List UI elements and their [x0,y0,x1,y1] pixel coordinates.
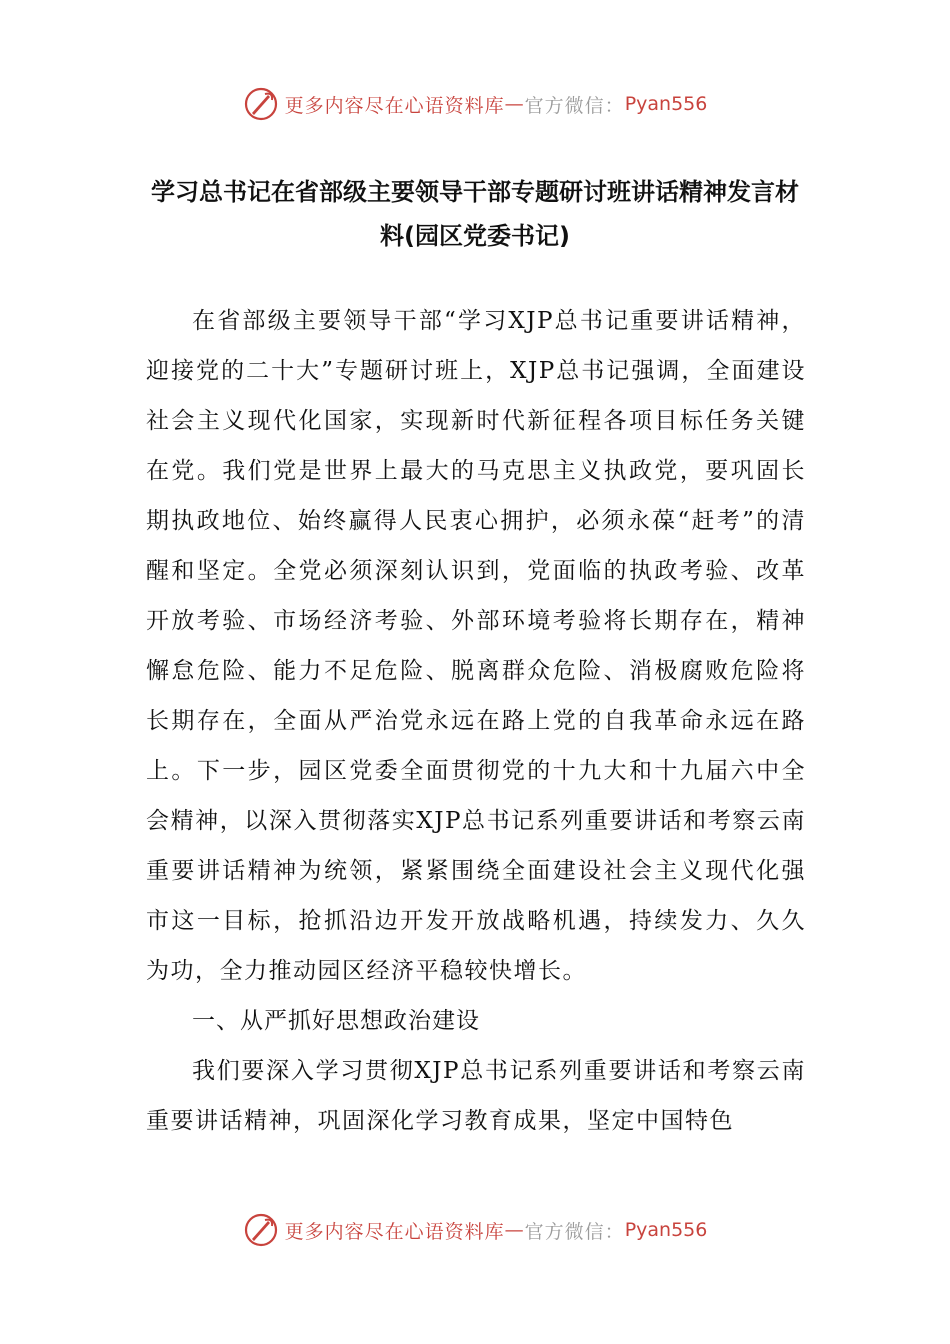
watermark-main-text: 更多内容尽在心语资料库 [284,94,505,117]
section-heading: 一、从严抓好思想政治建设 [192,1008,480,1034]
watermark-separator: — [504,1219,525,1241]
document-body [146,296,806,1146]
watermark-sub-text: 官方微信： [524,94,625,117]
watermark-main-text: 更多内容尽在心语资料库 [284,1220,505,1243]
watermark-wechat-id: Pyan556 [624,1219,708,1241]
watermark-banner-bottom [0,1208,950,1252]
watermark-sub-text: 官方微信： [524,1220,625,1243]
quill-logo-icon [243,86,279,122]
watermark-separator: — [504,93,525,115]
quill-logo-icon [243,1212,279,1248]
body-paragraph-2: 我们要深入学习贯彻XJP总书记系列重要讲话和考察云南重要讲话精神，巩固深化学习教育成果，坚定中国特色 [146,1058,806,1134]
body-paragraph: 在省部级主要领导干部“学习XJP总书记重要讲话精神，迎接党的二十大”专题研讨班上，XJP总书记强调，全面建设社会主义现代化国家，实现新时代新征程各项目标任务关键在党。我们党是世界上最大的马克思主义执政党，要巩固长期执政地位、始终赢得人民衷心拥护，必须永葆“赶考”的清醒和坚定。全党必须深刻认识到，党面临的执政考验、改革开放考验、市场经济考验、外部环境考验将长期存在，精神懈怠危险、能力不足危险、脱离群众危险、消极腐败危险将长期存在，全面从严治党永远在路上党的自我革命永远在路上。下一步，园区党委全面贯彻党的十九大和十九届六中全会精神，以深入贯彻落实XJP总书记系列重要讲话和考察云南重要讲话精神为统领，紧紧围绕全面建设社会主义现代化强市这一目标，抢抓沿边开发开放战略机遇，持续发力、久久为功，全力推动园区经济平稳较快增长。 [146,308,806,984]
watermark-wechat-id: Pyan556 [624,93,708,115]
document-title: 学习总书记在省部级主要领导干部专题研讨班讲话精神发言材料(园区党委书记) [151,178,799,250]
watermark-banner-top [0,82,950,126]
